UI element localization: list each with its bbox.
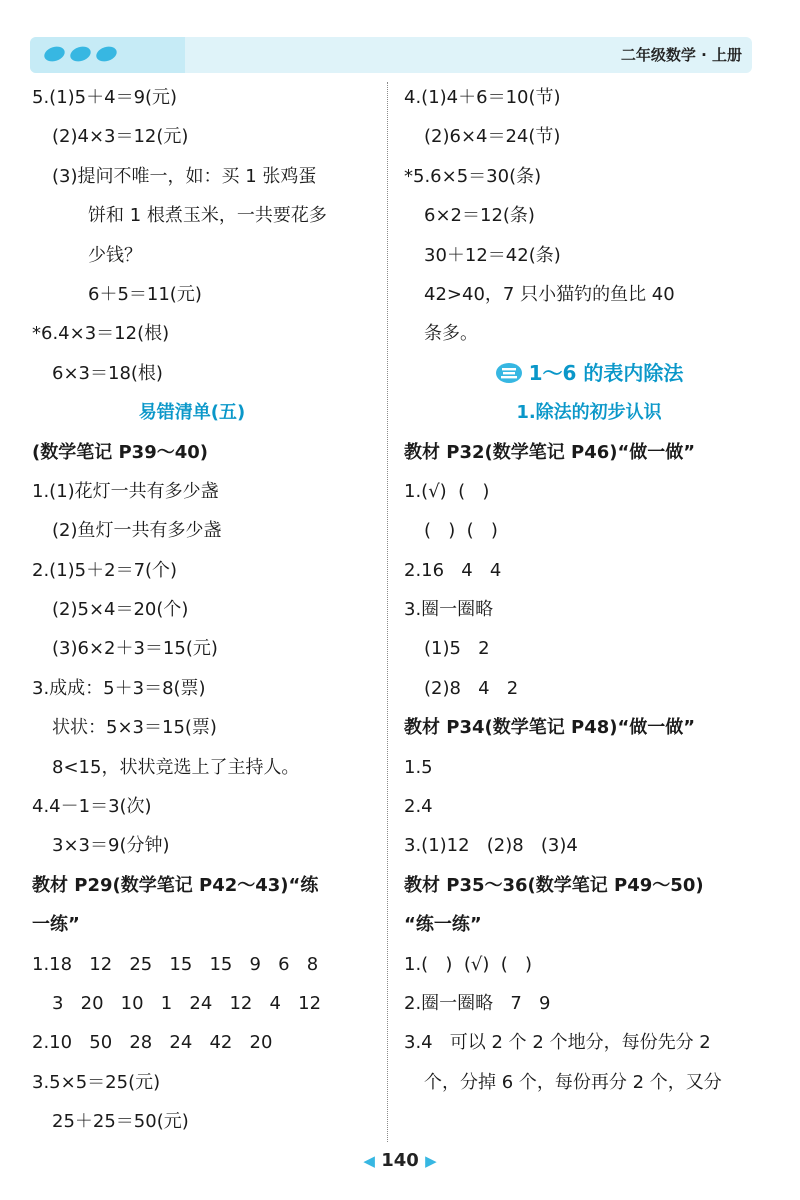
chapter-title: 1～6 的表内除法 <box>528 360 684 385</box>
chapter-heading <box>404 354 774 393</box>
section-heading: 易错清单(五) <box>138 402 246 424</box>
answer-item: 3.5×5＝25(元) <box>32 1071 161 1093</box>
page-number-text: 140 <box>381 1150 419 1171</box>
reference-heading: 教材 P29(数学笔记 P42～43)“练 <box>32 874 319 896</box>
answer-item: *6.4×3＝12(根) <box>32 323 170 345</box>
answer-subline: 3×3＝9(分钟) <box>52 835 170 857</box>
section-heading: 1.除法的初步认识 <box>516 402 662 424</box>
answer-subline: 3 20 10 1 24 12 4 12 <box>52 992 322 1014</box>
answer-item: 1.5 <box>404 756 433 778</box>
answer-subline: ( ) ( ) <box>424 520 498 542</box>
reference-heading: 教材 P34(数学笔记 P48)“做一做” <box>404 717 696 739</box>
answer-item: 1.(√) ( ) <box>404 480 490 502</box>
answer-subline: 状状：5×3＝15(票) <box>52 717 217 739</box>
answer-subline: (2)6×4＝24(节) <box>424 126 561 148</box>
answer-item: 4.(1)4＋6＝10(节) <box>404 87 561 108</box>
answer-subline: 8<15，状状竞选上了主持人。 <box>52 756 300 778</box>
page-number <box>0 1150 800 1171</box>
answer-item: 3.(1)12 (2)8 (3)4 <box>404 835 578 857</box>
answer-subline: 饼和 1 根煮玉米，一共要花多 <box>88 205 327 227</box>
book-title: 二年级数学 · 上册 <box>620 46 742 64</box>
next-arrow-icon: ▶ <box>425 1152 437 1170</box>
answer-item: 3.4 可以 2 个 2 个地分，每份先分 2 <box>404 1032 711 1054</box>
answer-subline: 25＋25＝50(元) <box>52 1111 189 1133</box>
prev-arrow-icon: ◀ <box>363 1152 375 1170</box>
answer-item: 1.( ) (√) ( ) <box>404 953 532 975</box>
answer-subline: 个，分掉 6 个，每份再分 2 个，又分 <box>424 1071 722 1093</box>
answer-subline: (2)5×4＝20(个) <box>52 599 189 621</box>
answer-item: 2.圈一圈略 7 9 <box>404 992 551 1014</box>
answer-subline: 42>40，7 只小猫钓的鱼比 40 <box>424 283 675 305</box>
answer-item: 3.成成：5＋3＝8(票) <box>32 677 206 699</box>
answer-subline: 30＋12＝42(条) <box>424 244 561 266</box>
answer-subline: (1)5 2 <box>424 638 490 660</box>
answer-item: 1.(1)花灯一共有多少盏 <box>32 480 219 502</box>
answer-item: 2.16 4 4 <box>404 559 502 581</box>
answer-subline: (2)8 4 2 <box>424 677 519 699</box>
chapter-badge-icon <box>495 362 523 384</box>
answer-item: 5.(1)5＋4＝9(元) <box>32 87 178 108</box>
answer-item: 3.圈一圈略 <box>404 599 494 621</box>
reference-heading: “练一练” <box>404 914 482 936</box>
right-column <box>404 78 774 1102</box>
reference-heading: 教材 P35～36(数学笔记 P49～50) <box>404 874 704 896</box>
answer-subline: (2)4×3＝12(元) <box>52 126 189 148</box>
column-divider <box>387 82 388 1142</box>
reference-heading: 一练” <box>32 914 80 936</box>
answer-item: 2.10 50 28 24 42 20 <box>32 1032 273 1054</box>
left-column <box>32 78 372 1142</box>
answer-subline: 条多。 <box>424 323 478 345</box>
answer-item: 4.4－1＝3(次) <box>32 796 152 818</box>
answer-subline: (3)6×2＋3＝15(元) <box>52 638 218 660</box>
answer-item: *5.6×5＝30(条) <box>404 165 542 187</box>
answer-item: 2.4 <box>404 796 433 818</box>
answer-subline: (3)提问不唯一，如：买 1 张鸡蛋 <box>52 165 317 187</box>
reference-heading: 教材 P32(数学笔记 P46)“做一做” <box>404 441 696 463</box>
answer-subline: 6×2＝12(条) <box>424 205 535 227</box>
answer-item: 1.18 12 25 15 15 9 6 8 <box>32 953 319 975</box>
answer-subline: 6＋5＝11(元) <box>88 283 202 305</box>
reference-heading: (数学笔记 P39～40) <box>32 441 209 463</box>
answer-subline: (2)鱼灯一共有多少盏 <box>52 520 222 542</box>
answer-subline: 6×3＝18(根) <box>52 362 163 384</box>
answer-item: 2.(1)5＋2＝7(个) <box>32 559 178 581</box>
answer-subline: 少钱？ <box>88 244 142 266</box>
